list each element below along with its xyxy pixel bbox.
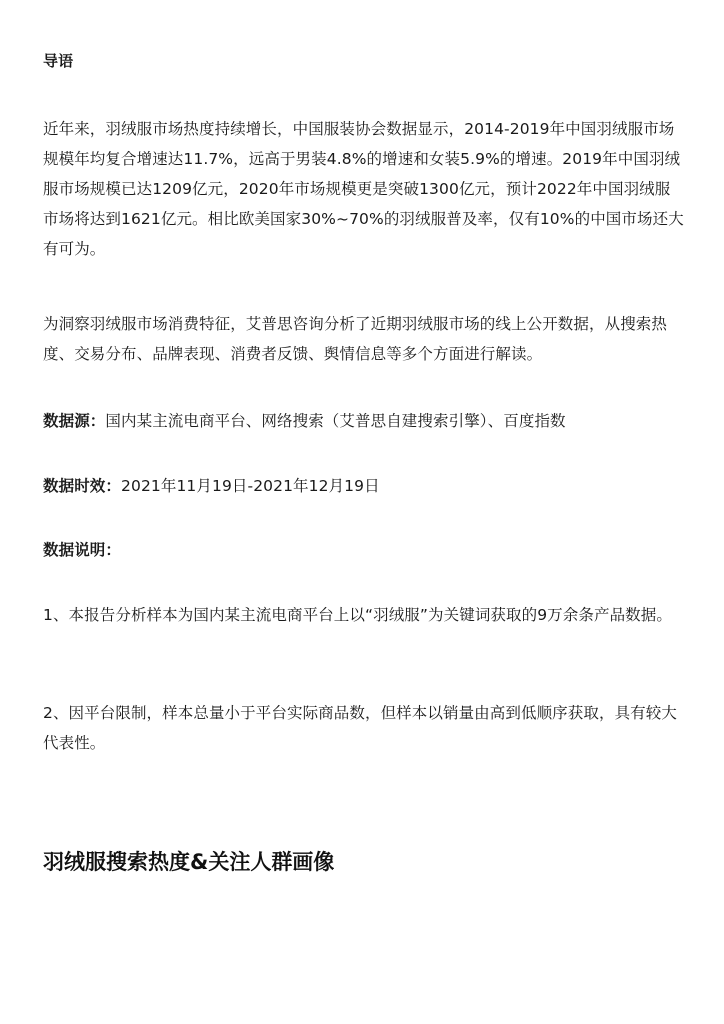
data-note-item: 2、因平台限制，样本总量小于平台实际商品数，但样本以销量由高到低顺序获取，具有较大代表性。 <box>43 704 677 752</box>
data-source-line <box>43 406 685 436</box>
intro-heading: 导语 <box>43 52 74 70</box>
intro-paragraph-market: 近年来，羽绒服市场热度持续增长，中国服装协会数据显示，2014-2019年中国羽绒服市场规模年均复合增速达11.7%，远高于男装4.8%的增速和女装5.9%的增速。2019年中国羽绒服市场规模已达1209亿元，2020年市场规模更是突破1300亿元，预计2022年中国羽绒服市场将达到1621亿元。相比欧美国家30%~70%的羽绒服普及率，仅有10%的中国市场还大有可为。 <box>43 120 684 258</box>
data-source-label: 数据源： <box>43 412 106 430</box>
section-title: 羽绒服搜索热度&关注人群画像 <box>43 850 335 874</box>
data-period-value: 2021年11月19日-2021年12月19日 <box>121 477 380 495</box>
data-period-line <box>43 471 685 501</box>
data-notes-label: 数据说明： <box>43 541 122 559</box>
intro-paragraph-purpose: 为洞察羽绒服市场消费特征，艾普思咨询分析了近期羽绒服市场的线上公开数据，从搜索热度、交易分布、品牌表现、消费者反馈、舆情信息等多个方面进行解读。 <box>43 315 668 363</box>
data-period-label: 数据时效： <box>43 477 122 495</box>
data-note-item: 1、本报告分析样本为国内某主流电商平台上以“羽绒服”为关键词获取的9万余条产品数据。 <box>43 606 672 624</box>
data-source-value: 国内某主流电商平台、网络搜索（艾普思自建搜索引擎）、百度指数 <box>105 412 566 430</box>
